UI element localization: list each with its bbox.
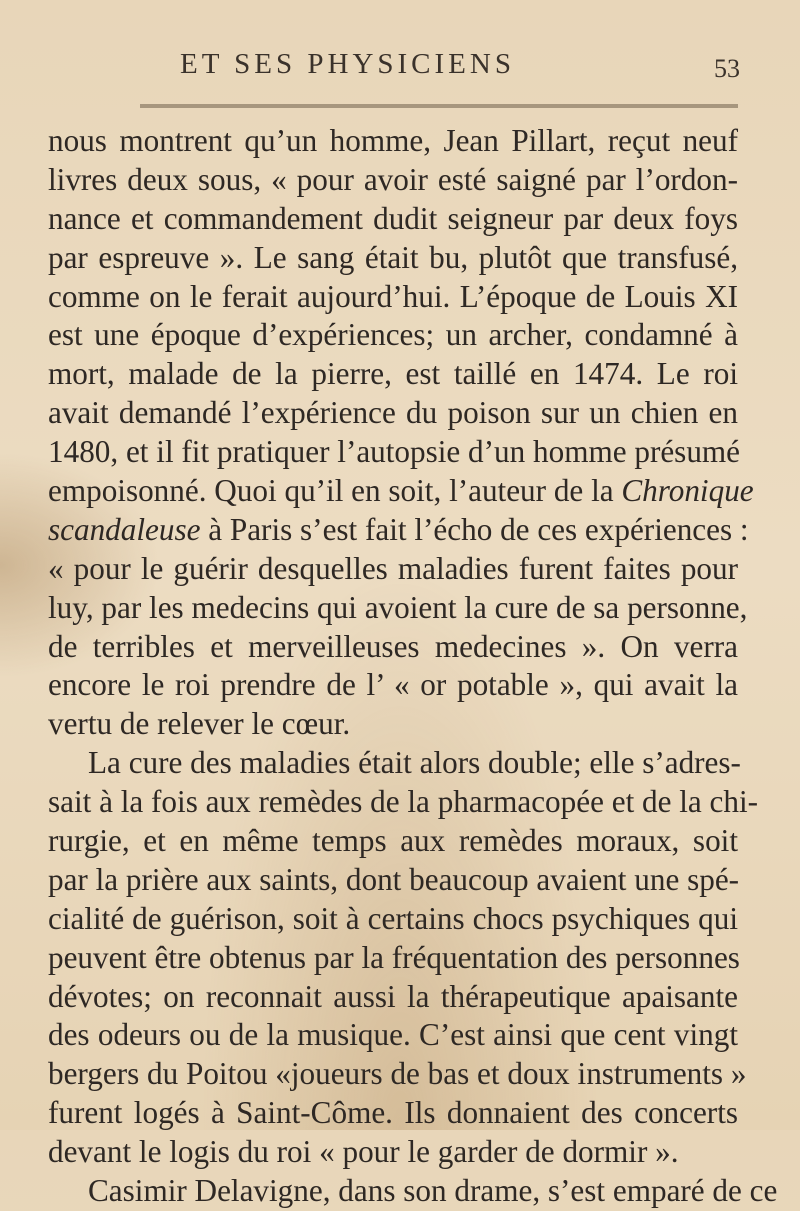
running-title: ET SES PHYSICIENS: [180, 48, 515, 80]
text-line: furent logés à Saint-Côme. Ils donnaient des concerts: [48, 1095, 738, 1131]
text-line: [48, 511, 749, 550]
text-line: de terribles et merveilleuses medecines ». On verra: [48, 628, 738, 664]
text-line: livres deux sous, « pour avoir esté saigné par l’ordon-: [48, 161, 738, 197]
text-line: [48, 472, 754, 511]
text-line: sait à la fois aux remèdes de la pharmacopée et de la chi-: [48, 784, 759, 820]
italic-title: scandaleuse: [48, 511, 201, 547]
text-line: La cure des maladies était alors double; elle s’adres-: [88, 745, 741, 781]
text-line: vertu de relever le cœur.: [48, 706, 351, 742]
text-line: « pour le guérir desquelles maladies furent faites pour: [48, 550, 738, 586]
text-line: Casimir Delavigne, dans son drame, s’est emparé de ce: [88, 1173, 778, 1209]
text-segment: à Paris s’est fait l’écho de ces expériences :: [200, 511, 749, 547]
text-line: nous montrent qu’un homme, Jean Pillart, reçut neuf: [48, 123, 738, 158]
text-line: des odeurs ou de la musique. C’est ainsi que cent vingt: [48, 1017, 738, 1053]
text-line: rurgie, et en même temps aux remèdes moraux, soit: [48, 823, 738, 859]
text-line: peuvent être obtenus par la fréquentation des personnes: [48, 939, 740, 975]
body-text: [48, 122, 778, 1211]
text-line: par la prière aux saints, dont beaucoup avaient une spé-: [48, 861, 740, 897]
text-line: avait demandé l’expérience du poison sur un chien en: [48, 395, 738, 431]
text-line: 1480, et il fit pratiquer l’autopsie d’un homme présumé: [48, 434, 741, 470]
text-line: nance et commandement dudit seigneur par deux foys: [48, 200, 738, 236]
header-rule: [140, 104, 738, 108]
running-head: [140, 48, 740, 88]
text-line: encore le roi prendre de l’ « or potable », qui avait la: [48, 667, 738, 703]
text-line: dévotes; on reconnait aussi la thérapeutique apaisante: [48, 978, 738, 1014]
text-line: mort, malade de la pierre, est taillé en 1474. Le roi: [48, 356, 738, 392]
text-line: bergers du Poitou «joueurs de bas et doux instruments »: [48, 1056, 747, 1092]
italic-title: Chronique: [621, 473, 754, 509]
text-line: est une époque d’expériences; un archer, condamné à: [48, 317, 738, 353]
text-segment: empoisonné. Quoi qu’il en soit, l’auteur de la: [48, 473, 622, 509]
text-line: devant le logis du roi « pour le garder de dormir ».: [48, 1134, 679, 1170]
text-line: comme on le ferait aujourd’hui. L’époque de Louis XI: [48, 278, 738, 314]
text-line: cialité de guérison, soit à certains chocs psychiques qui: [48, 900, 738, 936]
page-number: 53: [714, 54, 740, 83]
text-line: par espreuve ». Le sang était bu, plutôt que transfusé,: [48, 239, 738, 275]
text-line: luy, par les medecins qui avoient la cure de sa personne,: [48, 589, 748, 625]
